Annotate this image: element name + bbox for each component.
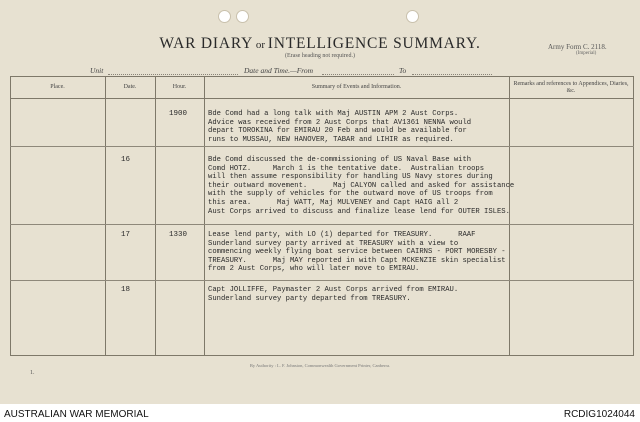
entry-line: Bde Comd had a long talk with Maj AUSTIN APM 2 Aust Corps. [208,110,459,118]
hour-summary-divider [204,76,205,356]
unit-label: Unit [90,66,104,75]
form-number: Army Form C. 2118. [548,43,607,51]
entry-date: 17 [121,231,131,239]
page-title: WAR DIARY or INTELLIGENCE SUMMARY. [159,35,481,52]
date-time-label: Date and Time.—From [244,66,314,75]
entry-line: from 2 Aust Corps, who will later move to EMIRAU. [208,265,420,274]
entry-line: Comd HOTZ. March 1 is the tentative date. Australian troops [208,164,485,173]
table-left-border [10,76,11,356]
entry-line: Advice was received from 2 Aust Corps that AV1361 NENNA would [208,118,472,127]
entry-line: Sunderland survey party arrived at TREASURY with a view to [208,239,459,248]
row-divider [10,146,634,147]
table-top-border [10,76,634,77]
punch-hole-icon [236,10,249,23]
to-label: To [399,66,407,75]
entry-summary [208,231,506,274]
table-bottom-border [10,355,634,356]
column-header-hour: Hour. [172,84,187,90]
page-number: 1. [30,370,35,376]
punch-hole-icon [406,10,419,23]
date-hour-divider [155,76,156,356]
entry-line: Sunderland survey party departed from TREASURY. [208,294,411,303]
entry-date: 16 [121,156,131,164]
entry-line: their outward movement. Maj CALYON called and asked for assistance [208,181,515,190]
entry-hour: 1330 [169,231,188,239]
entry-line: commencing weekly flying boat service between CAIRNS - PORT MORESBY - [208,248,506,257]
form-subtitle: (Imperial) [576,51,597,56]
column-header-place: Place. [50,84,65,90]
row-divider [10,224,634,225]
entry-summary [208,156,514,216]
row-divider [10,280,634,281]
to-dotted-line [412,74,492,75]
entry-hour: 1900 [169,110,188,118]
column-header-summary: Summary of Events and Information. [311,84,402,90]
entry-line: this area. Maj WATT, Maj MULVENEY and Capt HAIG all 2 [208,198,459,207]
place-date-divider [105,76,106,356]
entry-line: Bde Comd discussed the de-commissioning of US Naval Base with [208,156,472,164]
column-header-remarks: Remarks and references to Appendices, Diaries, &c. [513,81,629,94]
entry-summary [208,110,471,144]
entry-line: will then assume responsibility for handling US Navy stores during [208,173,493,182]
entry-line: Capt JOLLIFFE, Paymaster 2 Aust Corps arrived from EMIRAU. [208,286,459,294]
entry-line: Lease lend party, with LO (1) departed for TREASURY. RAAF [208,231,476,239]
entry-line: depart TOROKINA for EMIRAU 20 Feb and would be available for [208,127,467,136]
entry-line: TREASURY. Maj MAY reported in with Capt MCKENZIE skin specialist [208,256,506,265]
page-subtitle: (Erase heading not required.) [285,53,355,59]
table-right-border [633,76,634,356]
archive-name: AUSTRALIAN WAR MEMORIAL [4,409,149,420]
entry-date: 18 [121,286,131,294]
unit-dotted-line [108,74,238,75]
entry-summary [208,286,458,303]
entry-line: with the supply of vehicles for the outward move of US troops from [208,190,493,199]
printer-footer: By Authority : L. F. Johnston, Commonwealth Government Printer, Canberra. [249,363,391,368]
column-header-date: Date. [123,84,137,90]
entry-line: runs to MUSSAU, NEW HANOVER, TABAR and LIHIR as required. [208,135,454,144]
record-id: RCDIG1024044 [563,409,635,420]
punch-hole-icon [218,10,231,23]
entry-line: Aust Corps arrived to discuss and finalize lease lend for OUTER ISLES. [208,207,510,216]
from-dotted-line [322,74,394,75]
table-header-border [10,98,634,99]
